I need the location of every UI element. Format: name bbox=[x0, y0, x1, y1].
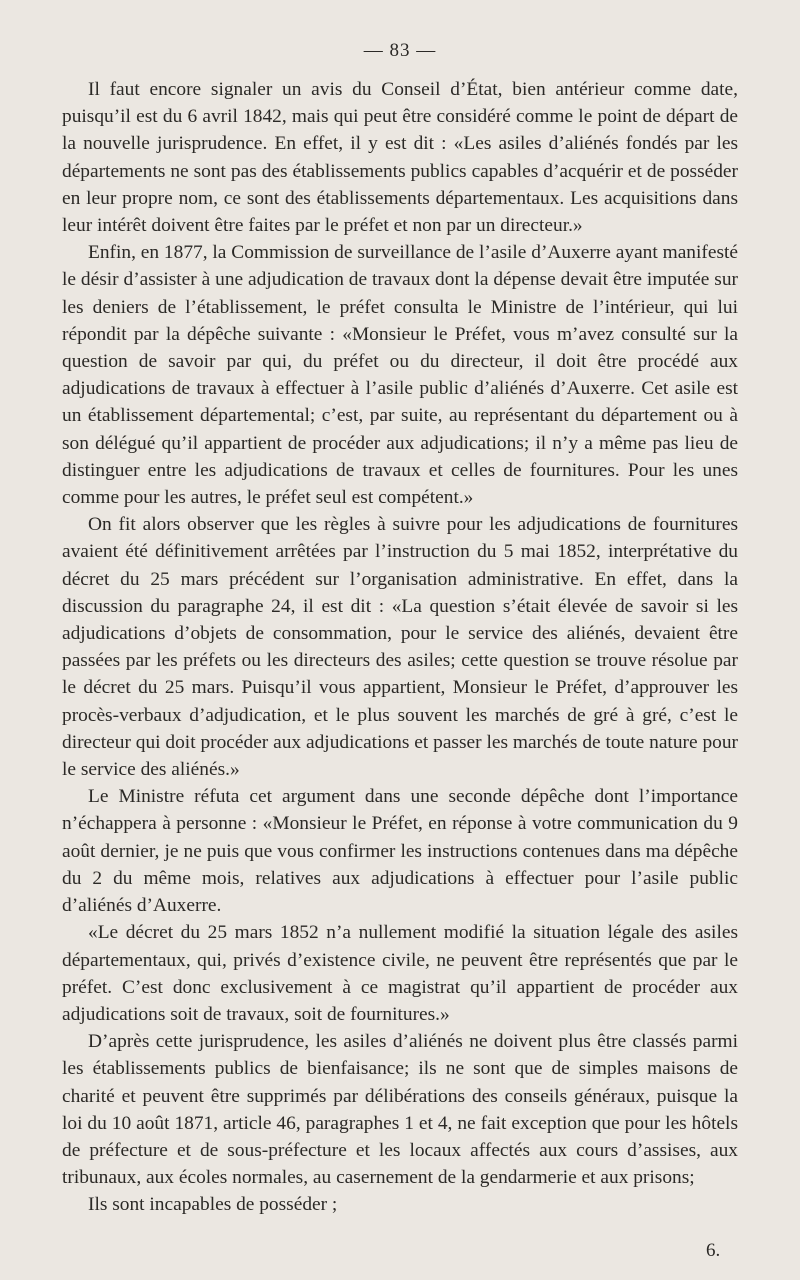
paragraph: Le Ministre réfuta cet argument dans une seconde dépêche dont l’importance n’échappera à personne : «Monsieur le Préfet, en réponse à votre communication du 9 août dernier, je ne puis que vous confirmer les instructions contenues dans ma dépêche du 2 du même mois, relatives aux adjudications à effectuer pour l’asile public d’aliénés d’Auxerre. bbox=[62, 786, 738, 917]
signature-mark: 6. bbox=[706, 1240, 721, 1261]
paragraph: D’après cette jurisprudence, les asiles d’aliénés ne doivent plus être classés parmi les établissements publics de bienfaisance; ils ne sont que de simples maisons de charité et peuvent être supprimés par délibérations des conseils généraux, puisque la loi du 10 août 1871, article 46, paragraphes 1 et 4, ne fait exception que pour les hôtels de préfecture et de sous-préfecture et les locaux affectés aux cours d’assises, aux tribunaux, aux écoles normales, au casernement de la gendarmerie et aux prisons; bbox=[62, 1031, 738, 1189]
paragraph: Enfin, en 1877, la Commission de surveillance de l’asile d’Auxerre ayant manifesté le désir d’assister à une adjudication de travaux dont la dépense devait être imputée sur les deniers de l’établissement, le préfet consulta le Ministre de l’intérieur, qui lui répondit par la dépêche suivante : «Monsieur le Préfet, vous m’avez consulté sur la question de savoir par qui, du préfet ou du directeur, il doit être procédé aux adjudications de travaux à effectuer à l’asile public d’aliénés d’Auxerre. Cet asile est un établissement départemental; c’est, par suite, au représentant du département ou à son délégué qu’il appartient de procéder aux adjudications; il n’y a même pas lieu de distinguer entre les adjudications de travaux et celles de fournitures. Pour les unes comme pour les autres, le préfet seul est compétent.» bbox=[62, 242, 738, 509]
body-text bbox=[62, 76, 738, 1219]
paragraph: On fit alors observer que les règles à suivre pour les adjudications de fournitures avaient été définitivement arrêtées par l’instruction du 5 mai 1852, interprétative du décret du 25 mars précédent sur l’organisation administrative. En effet, dans la discussion du paragraphe 24, il est dit : «La question s’était élevée de savoir si les adjudications d’objets de consommation, pour le service des aliénés, devaient être passées par les préfets ou les directeurs des asiles; cette question se trouve résolue par le décret du 25 mars. Puisqu’il vous appartient, Monsieur le Préfet, d’approuver les procès-verbaux d’adjudication, et le plus souvent les marchés de gré à gré, c’est le directeur qui doit procéder aux adjudications et passer les marchés de toute nature pour le service des aliénés.» bbox=[62, 514, 738, 781]
paragraph: Ils sont incapables de posséder ; bbox=[88, 1194, 338, 1216]
paragraph: «Le décret du 25 mars 1852 n’a nullement modifié la situation légale des asiles départementaux, qui, privés d’existence civile, ne peuvent être représentés que par le préfet. C’est donc exclusivement à ce magistrat qu’il appartient de procéder aux adjudications soit de travaux, soit de fournitures.» bbox=[62, 922, 738, 1025]
paragraph: Il faut encore signaler un avis du Conseil d’État, bien antérieur comme date, puisqu’il est du 6 avril 1842, mais qui peut être considéré comme le point de départ de la nouvelle jurisprudence. En effet, il y est dit : «Les asiles d’aliénés fondés par les départements ne sont pas des établissements publics capables d’acquérir et de posséder en leur propre nom, ce sont des établissements départementaux. Les acquisitions dans leur intérêt doivent être faites par le préfet et non par un directeur.» bbox=[62, 79, 738, 237]
page-number: — 83 — bbox=[363, 40, 437, 61]
